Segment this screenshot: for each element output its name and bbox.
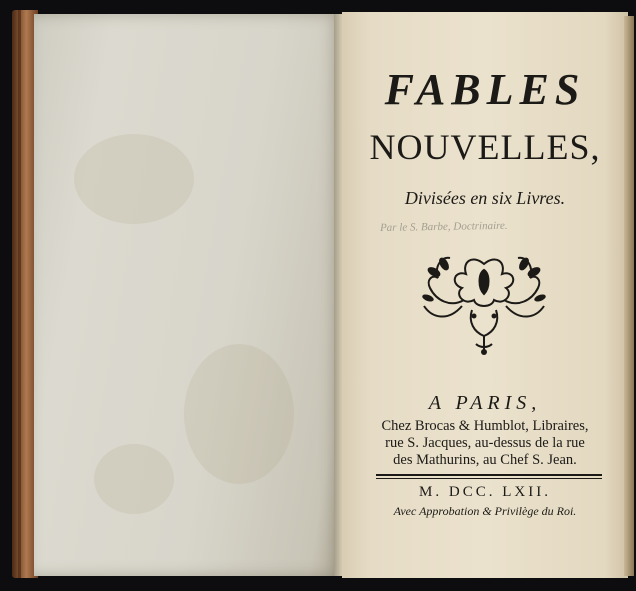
subtitle: Divisées en six Livres. bbox=[404, 188, 566, 208]
privilege-line: Avec Approbation & Privilège du Roi. bbox=[393, 504, 577, 518]
double-rule bbox=[376, 478, 602, 479]
open-book bbox=[12, 10, 634, 578]
publisher-line: rue S. Jacques, au-dessus de la rue bbox=[385, 435, 585, 451]
title-fables: FABLES bbox=[384, 65, 586, 114]
title-page bbox=[342, 12, 628, 578]
blank-left-page bbox=[34, 14, 340, 576]
title-nouvelles: NOUVELLES, bbox=[369, 127, 601, 167]
publisher-line: Chez Brocas & Humblot, Libraires, bbox=[381, 418, 589, 434]
paper-stain bbox=[94, 444, 174, 514]
printers-ornament-icon bbox=[414, 244, 554, 356]
paper-stain bbox=[184, 344, 294, 484]
paper-stain bbox=[74, 134, 194, 224]
page-edges bbox=[624, 16, 634, 576]
pencil-annotation: Par le S. Barbe, Doctrinaire. bbox=[379, 219, 508, 235]
city-line: A PARIS, bbox=[428, 392, 542, 414]
publisher-block bbox=[342, 418, 628, 469]
double-rule bbox=[376, 474, 602, 476]
publisher-line: des Mathurins, au Chef S. Jean. bbox=[393, 452, 577, 468]
publication-date: M. DCC. LXII. bbox=[419, 484, 551, 500]
